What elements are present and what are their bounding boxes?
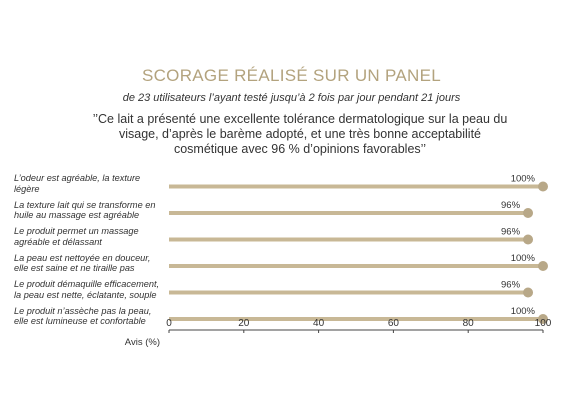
x-tick-label: 40 — [313, 318, 325, 329]
category-label: Le produit permet un massage agréable et délassant — [14, 226, 139, 247]
bar-end-dot — [523, 235, 533, 245]
x-tick-label: 60 — [387, 318, 399, 329]
x-tick-label: 100 — [534, 318, 552, 329]
x-tick-label: 0 — [166, 318, 172, 329]
category-label: La peau est nettoyée en douceur, elle est saine et ne tiraille pas — [14, 252, 151, 273]
bar-end-dot — [523, 288, 533, 298]
bar-end-dot — [538, 182, 548, 192]
chart-title: SCORAGE RÉALISÉ SUR UN PANEL — [141, 66, 442, 85]
x-tick-label: 20 — [238, 318, 250, 329]
category-label: L’odeur est agréable, la texture légère — [14, 173, 141, 194]
testimonial-quote: ’’Ce lait a présenté une excellente tolérance dermatologique sur la peau du visage, d’après le barème adopté, et une très bonne acceptabilité cosmétique avec 96 % d’opinions favorables’’ — [92, 112, 508, 156]
bar-end-dot — [538, 261, 548, 271]
value-label: 96% — [501, 226, 521, 238]
value-label: 96% — [501, 200, 521, 211]
value-label: 100% — [510, 306, 535, 317]
x-axis-label: Avis (%) — [124, 337, 160, 348]
category-label: La texture lait qui se transforme en huile au massage est agréable — [14, 199, 156, 220]
value-label: 100% — [510, 253, 535, 264]
bar-end-dot — [523, 208, 533, 218]
value-label: 96% — [501, 279, 521, 291]
value-label: 100% — [510, 173, 535, 185]
x-tick-label: 80 — [462, 318, 474, 329]
category-label: Le produit démaquille efficacement, la peau est nette, éclatante, souple — [14, 279, 160, 300]
chart-subtitle: de 23 utilisateurs l’ayant testé jusqu’à 2 fois par jour pendant 21 jours — [122, 92, 461, 104]
category-label: Le produit n’assèche pas la peau, elle est lumineuse et confortable — [14, 305, 152, 326]
